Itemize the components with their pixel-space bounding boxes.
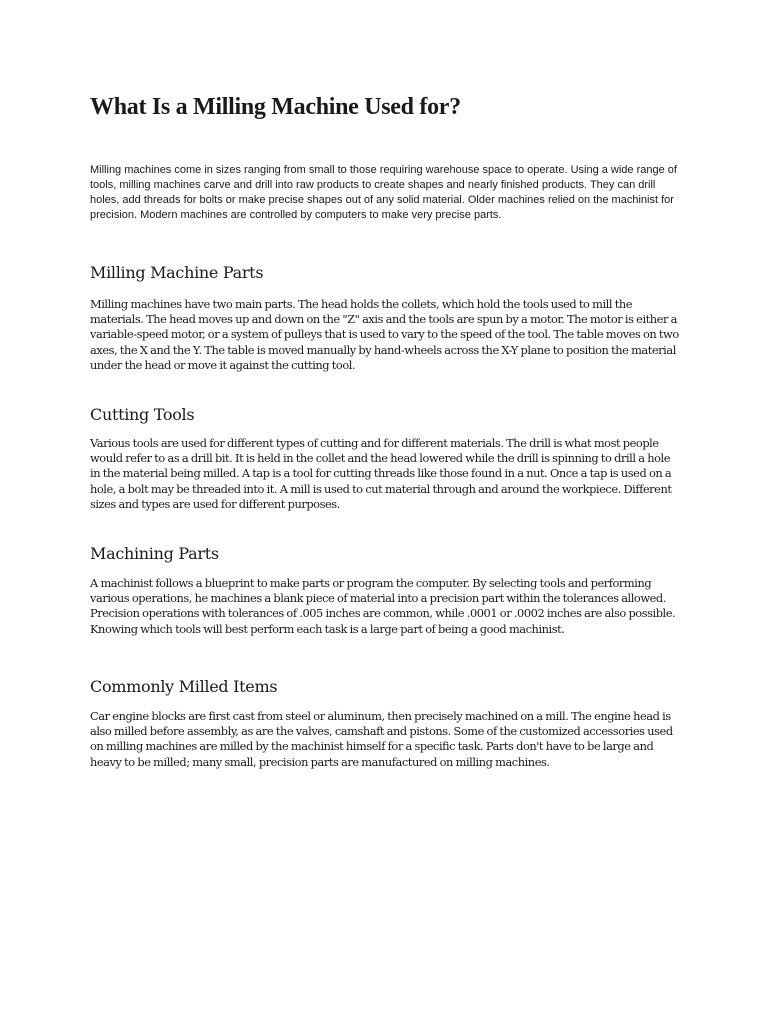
section-body-milling-machine-parts: Milling machines have two main parts. The head holds the collets, which hold the tools used to mill the materials. The head moves up and down on the "Z" axis and the tools are spun by a motor. The motor is either a variable-speed motor, or a system of pulleys that is used to vary to the speed of the tool. The table moves on two axes, the X and the Y. The table is moved manually by hand-wheels across the X-Y plane to position the material under the head or move it against the cutting tool. bbox=[90, 297, 679, 372]
article-title: What Is a Milling Machine Used for? bbox=[90, 94, 461, 120]
section-body-cutting-tools: Various tools are used for different types of cutting and for different materials. The drill is what most people would refer to as a drill bit. It is held in the collet and the head lowered while the drill is spinning to drill a hole in the material being milled. A tap is a tool for cutting threads like those found in a nut. Once a tap is used on a hole, a bolt may be threaded into it. A mill is used to cut material through and around the workpiece. Different sizes and types are used for different purposes. bbox=[90, 436, 672, 511]
section-heading-commonly-milled-items: Commonly Milled Items bbox=[90, 677, 278, 696]
section-heading-milling-machine-parts: Milling Machine Parts bbox=[90, 263, 264, 282]
section-body-machining-parts: A machinist follows a blueprint to make parts or program the computer. By selecting tools and performing various operations, he machines a blank piece of material into a precision part within the tolerances allowed. Precision operations with tolerances of .005 inches are common, while .0001 or .0002 inches are also possible. Knowing which tools will best perform each task is a large part of being a good machinist. bbox=[90, 576, 676, 636]
section-heading-cutting-tools: Cutting Tools bbox=[90, 405, 195, 424]
section-heading-machining-parts: Machining Parts bbox=[90, 544, 219, 563]
section-body-commonly-milled-items: Car engine blocks are first cast from steel or aluminum, then precisely machined on a mill. The engine head is also milled before assembly, as are the valves, camshaft and pistons. Some of the customized accessories used on milling machines are milled by the machinist himself for a specific task. Parts don't have to be large and heavy to be milled; many small, precision parts are manufactured on milling machines. bbox=[90, 709, 673, 769]
intro-paragraph: Milling machines come in sizes ranging from small to those requiring warehouse space to operate. Using a wide range of tools, milling machines carve and drill into raw products to create shapes and nearly finished products. They can drill holes, add threads for bolts or make precise shapes out of any solid material. Older machines relied on the machinist for precision. Modern machines are controlled by computers to make very precise parts. bbox=[90, 164, 677, 221]
